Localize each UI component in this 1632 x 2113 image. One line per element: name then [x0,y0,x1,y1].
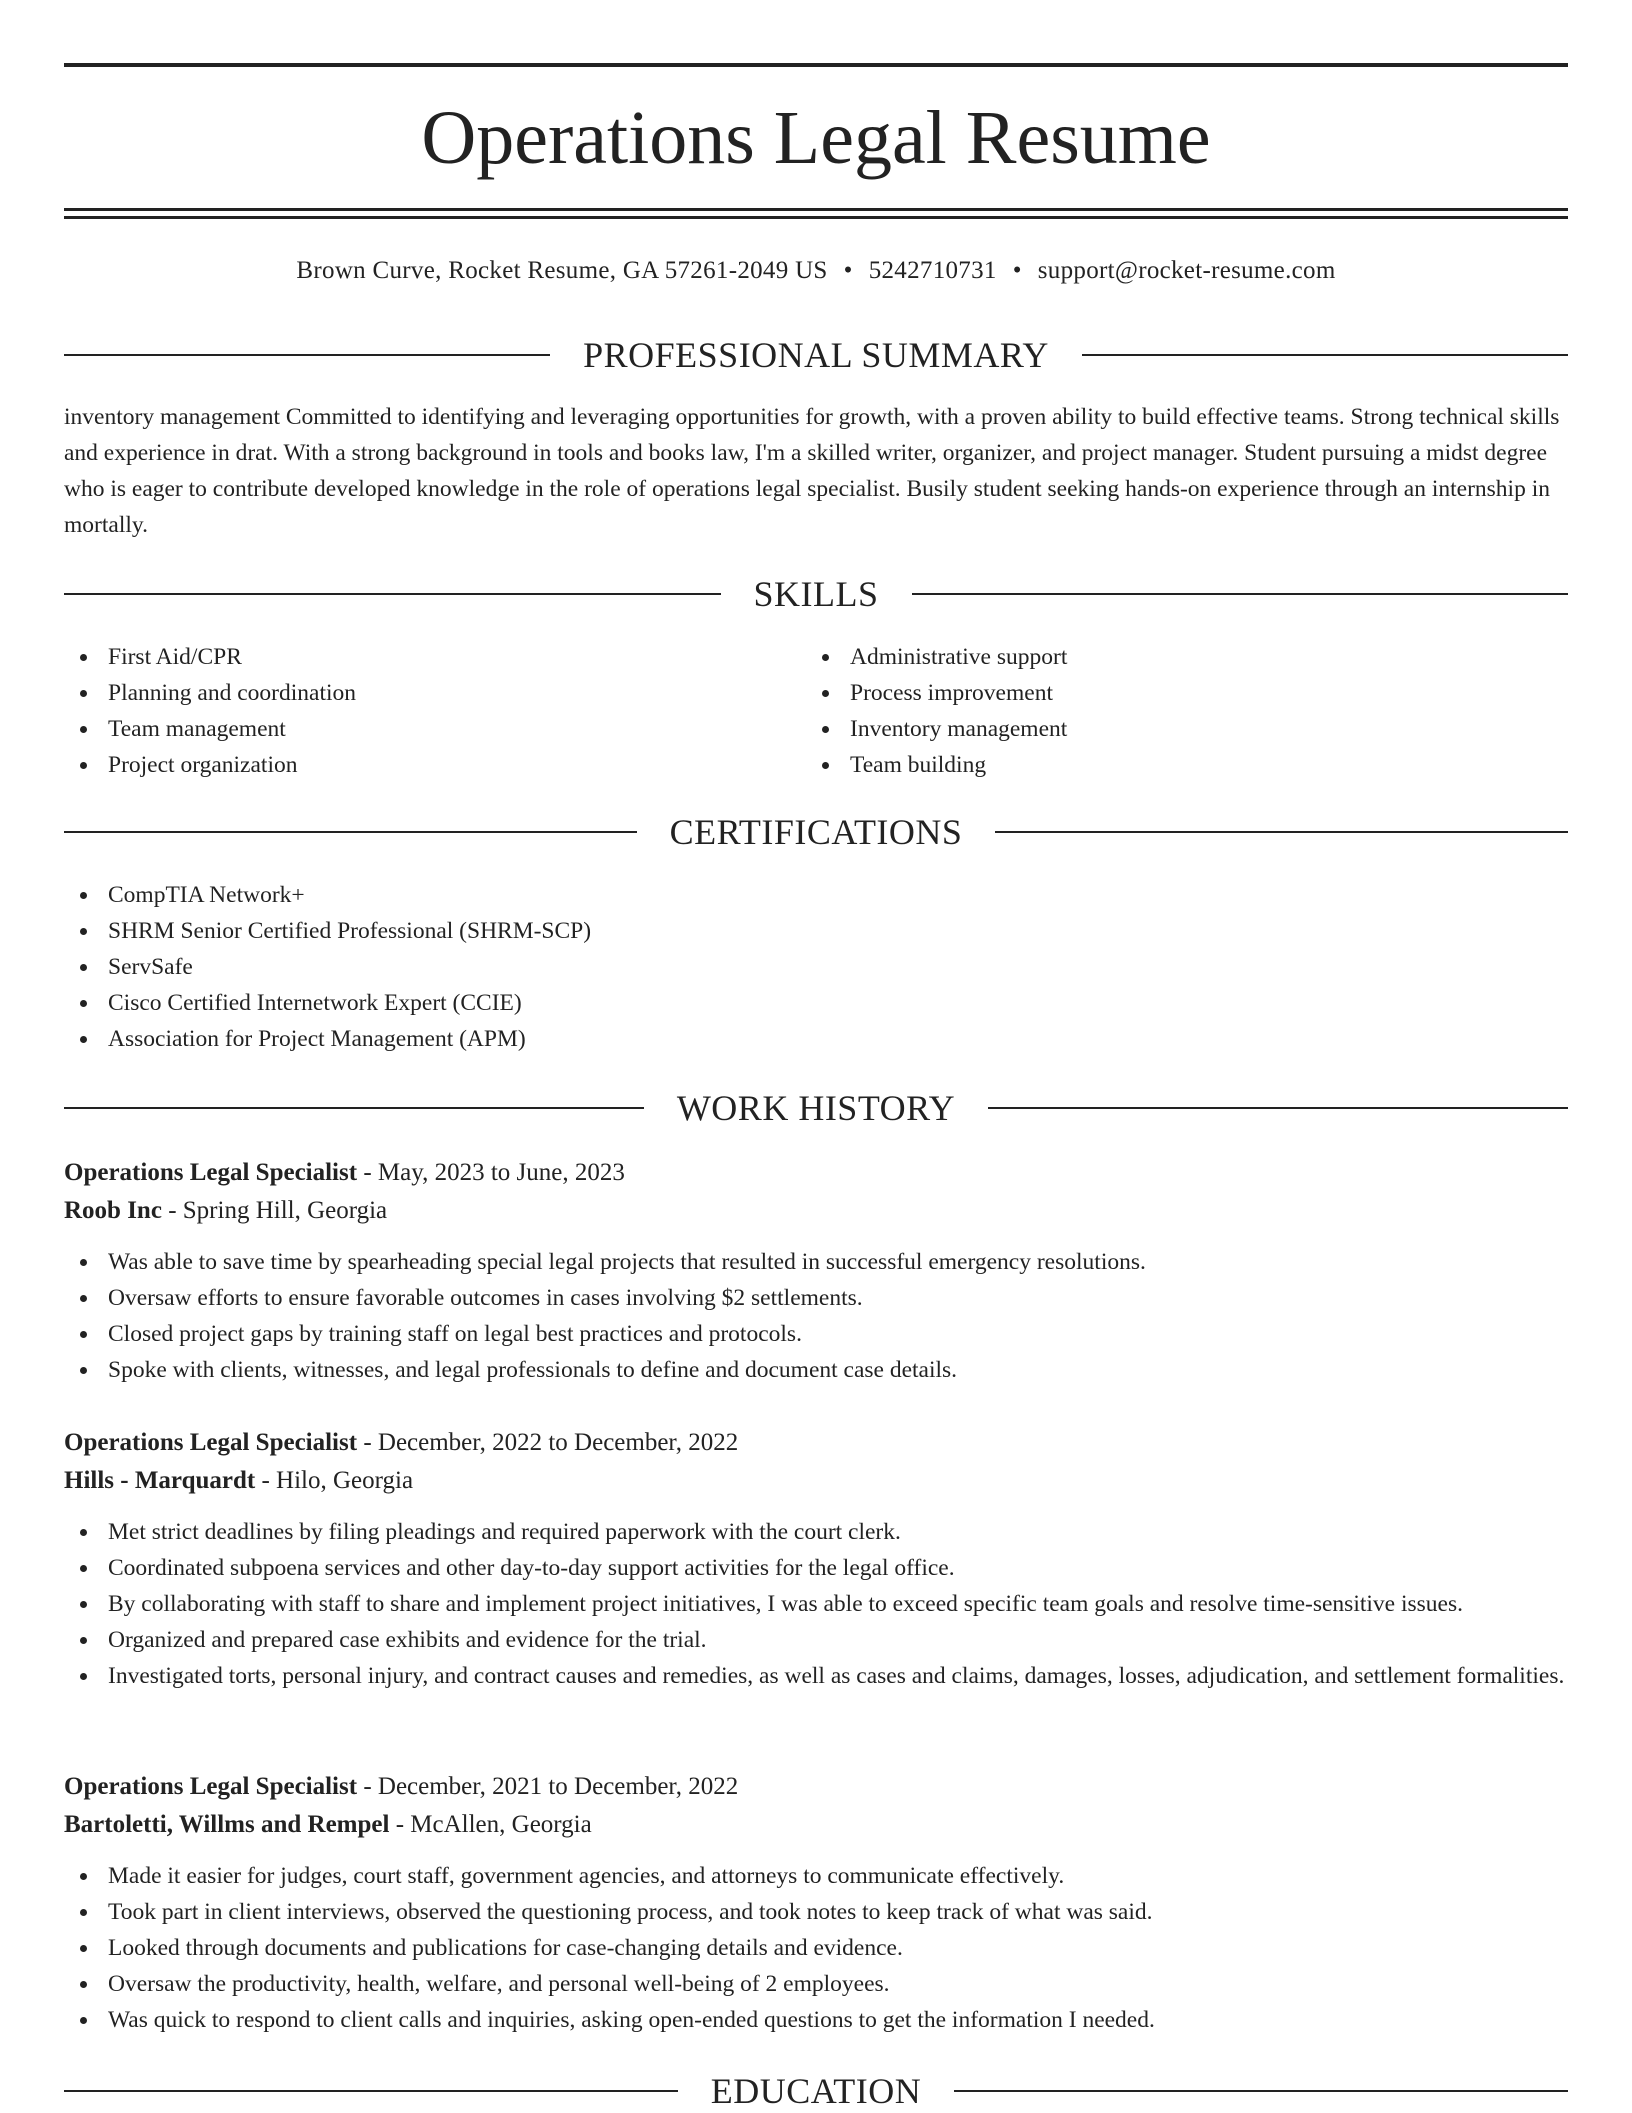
job-company: Bartoletti, Willms and Rempel [64,1811,390,1838]
skill-item: Team management [64,711,804,747]
job-title: Operations Legal Specialist [64,1159,358,1186]
section-rule [954,2090,1568,2092]
job-role-line [64,1768,1568,1806]
job-bullet: Was able to save time by spearheading special legal projects that resulted in successful emergency resolutions. [64,1244,1568,1280]
job-bullet: Closed project gaps by training staff on legal best practices and protocols. [64,1316,1568,1352]
job-company-line [64,1806,1568,1844]
job-location: - Spring Hill, Georgia [161,1197,388,1224]
skill-item: First Aid/CPR [64,639,804,675]
job-dates: - December, 2022 to December, 2022 [357,1429,739,1456]
section-title-summary: PROFESSIONAL SUMMARY [583,335,1049,375]
certification-item: ServSafe [64,949,1568,985]
contact-separator: • [843,257,853,284]
contact-line [64,254,1568,288]
section-rule [64,354,550,356]
contact-separator: • [1012,257,1022,284]
skills-column-left [64,639,804,783]
job-company: Roob Inc [64,1197,162,1224]
job-bullet: By collaborating with staff to share and implement project initiatives, I was able to exceed specific team goals and resolve time-sensitive issues. [64,1586,1568,1622]
certification-item: CompTIA Network+ [64,877,1568,913]
job-dates: - May, 2023 to June, 2023 [357,1159,625,1186]
section-title-work: WORK HISTORY [676,1088,956,1128]
job-title: Operations Legal Specialist [64,1773,358,1800]
job-location: - McAllen, Georgia [389,1811,592,1838]
job-company: Hills - Marquardt [64,1467,256,1494]
section-header-skills [64,572,1568,616]
certification-item: Cisco Certified Internetwork Expert (CCIE) [64,985,1568,1021]
section-header-education [64,2069,1568,2113]
job-company-line [64,1462,1568,1500]
skill-item: Planning and coordination [64,675,804,711]
skill-item: Process improvement [806,675,1546,711]
contact-phone: 5242710731 [868,257,997,284]
section-rule [1082,354,1568,356]
section-rule [64,1107,644,1109]
job-bullet: Investigated torts, personal injury, and contract causes and remedies, as well as cases and claims, damages, losses, adjudication, and settlement formalities. [64,1658,1568,1694]
job-role-line [64,1424,1568,1462]
job-bullet: Spoke with clients, witnesses, and legal professionals to define and document case details. [64,1352,1568,1388]
job-role-line [64,1154,1568,1192]
skills-column-right [806,639,1546,783]
section-rule [64,831,637,833]
job-bullet: Met strict deadlines by filing pleadings and required paperwork with the court clerk. [64,1514,1568,1550]
section-header-summary [64,333,1568,377]
top-rule [64,63,1568,67]
job-bullet: Oversaw efforts to ensure favorable outcomes in cases involving $2 settlements. [64,1280,1568,1316]
job-company-line [64,1192,1568,1230]
job-dates: - December, 2021 to December, 2022 [357,1773,739,1800]
job-entry [64,1768,1568,2038]
certification-item: Association for Project Management (APM) [64,1021,1568,1057]
title-rule-lower [64,216,1568,219]
section-rule [995,831,1568,833]
summary-text: inventory management Committed to identifying and leveraging opportunities for growth, with a proven ability to build effective teams. Strong technical skills and experience in drat. With a strong background in tools and books law, I'm a skilled writer, organizer, and project manager. Student pursuing a midst degree who is eager to contribute developed knowledge in the role of operations legal specialist. Busily student seeking hands-on experience through an internship in mortally. [64,404,1560,538]
skill-item: Inventory management [806,711,1546,747]
page-title: Operations Legal Resume [421,96,1211,180]
skill-item: Administrative support [806,639,1546,675]
section-title-skills: SKILLS [753,574,879,614]
job-title: Operations Legal Specialist [64,1429,358,1456]
certifications-list [64,877,1568,1057]
section-header-certifications [64,810,1568,854]
job-bullet: Was quick to respond to client calls and inquiries, asking open-ended questions to get the information I needed. [64,2002,1568,2038]
job-bullet: Oversaw the productivity, health, welfare, and personal well-being of 2 employees. [64,1966,1568,2002]
skill-item: Project organization [64,747,804,783]
section-rule [988,1107,1568,1109]
title-rule-upper [64,208,1568,211]
contact-email: support@rocket-resume.com [1037,257,1336,284]
job-bullet: Coordinated subpoena services and other day-to-day support activities for the legal office. [64,1550,1568,1586]
skill-item: Team building [806,747,1546,783]
contact-address: Brown Curve, Rocket Resume, GA 57261-2049 US [296,257,828,284]
job-bullet: Looked through documents and publications for case-changing details and evidence. [64,1930,1568,1966]
job-entry [64,1424,1568,1694]
job-bullet: Organized and prepared case exhibits and evidence for the trial. [64,1622,1568,1658]
section-title-education: EDUCATION [710,2071,922,2111]
section-rule [64,593,721,595]
section-title-certifications: CERTIFICATIONS [669,812,963,852]
section-header-work [64,1086,1568,1130]
job-entry [64,1154,1568,1388]
job-bullet: Made it easier for judges, court staff, government agencies, and attorneys to communicate effectively. [64,1858,1568,1894]
section-rule [64,2090,678,2092]
section-rule [912,593,1569,595]
certification-item: SHRM Senior Certified Professional (SHRM-SCP) [64,913,1568,949]
job-bullet: Took part in client interviews, observed the questioning process, and took notes to keep track of what was said. [64,1894,1568,1930]
job-location: - Hilo, Georgia [255,1467,414,1494]
